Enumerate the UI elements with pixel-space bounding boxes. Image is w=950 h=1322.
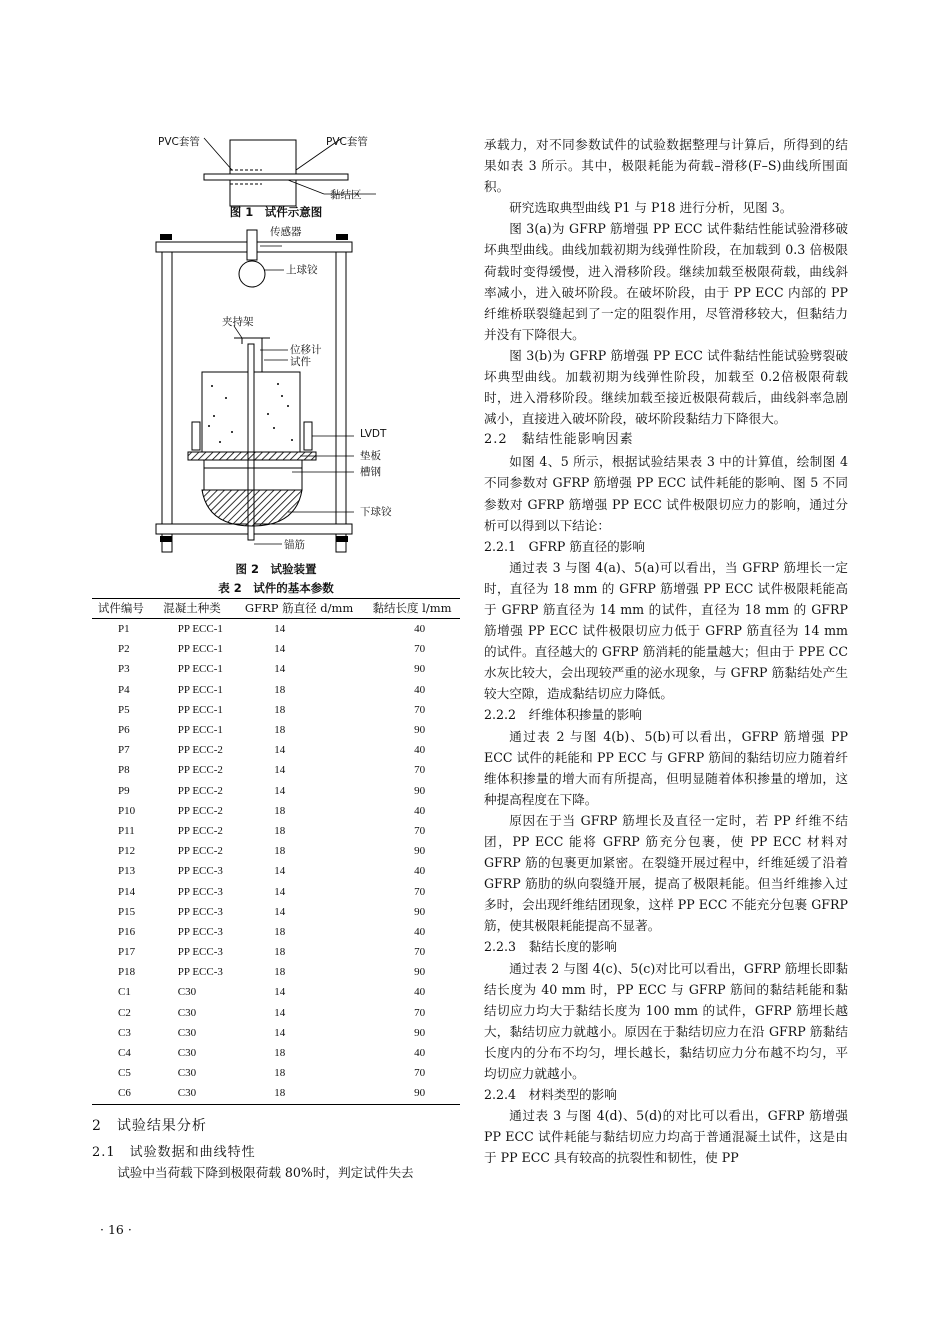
cell-concrete: PP ECC-1 bbox=[177, 643, 223, 656]
cell-concrete: PP ECC-3 bbox=[177, 905, 223, 918]
figure-1-diagram bbox=[92, 130, 460, 210]
cell-length: 70 bbox=[414, 824, 426, 837]
para-10: 通过表 3 与图 4(d)、5(d)的对比可以看出，GFRP 筋增强 PP ECC 试件耗能与黏结切应力均高于普通混凝土试件，这是由于 PP ECC 具有较高的抗裂性和韧性，使 PP bbox=[484, 1108, 848, 1166]
cell-concrete: PP ECC-2 bbox=[177, 784, 223, 797]
label-pvc-right: PVC套管 bbox=[326, 136, 368, 148]
table-row bbox=[92, 1023, 460, 1043]
cell-concrete: C30 bbox=[177, 986, 197, 999]
figure-1 bbox=[92, 130, 460, 210]
table-row bbox=[92, 881, 460, 901]
cell-diameter: 18 bbox=[274, 824, 286, 837]
table-row bbox=[92, 619, 460, 640]
cell-length: 40 bbox=[414, 1047, 426, 1060]
cell-id: P14 bbox=[118, 885, 136, 898]
cell-diameter: 18 bbox=[274, 703, 286, 716]
label-anchor: 锚筋 bbox=[284, 539, 305, 551]
cell-length: 40 bbox=[414, 925, 426, 938]
cell-length: 70 bbox=[414, 1006, 426, 1019]
cell-id: P10 bbox=[118, 804, 136, 817]
cell-id: P3 bbox=[118, 663, 130, 676]
para-2: 研究选取典型曲线 P1 与 P18 进行分析，见图 3。 bbox=[509, 200, 793, 216]
label-specimen: 试件 bbox=[290, 356, 311, 368]
cell-diameter: 14 bbox=[274, 865, 286, 878]
cell-concrete: C30 bbox=[150, 1083, 234, 1104]
table-row bbox=[92, 720, 460, 740]
cell-id: P7 bbox=[118, 744, 130, 757]
cell-id: C6 bbox=[92, 1083, 150, 1104]
cell-concrete: PP ECC-3 bbox=[177, 946, 223, 959]
table-row bbox=[92, 942, 460, 962]
cell-diameter: 18 bbox=[274, 1067, 286, 1080]
cell-length: 70 bbox=[414, 885, 426, 898]
table-row bbox=[92, 841, 460, 861]
cell-concrete: PP ECC-3 bbox=[177, 885, 223, 898]
table-row bbox=[92, 760, 460, 780]
label-lower-hinge: 下球铰 bbox=[360, 506, 392, 518]
table-row bbox=[92, 861, 460, 881]
cell-concrete: PP ECC-1 bbox=[177, 683, 223, 696]
table-row bbox=[92, 639, 460, 659]
cell-concrete: PP ECC-1 bbox=[177, 703, 223, 716]
cell-length: 40 bbox=[414, 986, 426, 999]
cell-id: P12 bbox=[118, 845, 136, 858]
cell-concrete: PP ECC-3 bbox=[177, 966, 223, 979]
header-diameter: GFRP 筋直径 d/mm bbox=[234, 599, 364, 619]
cell-length: 90 bbox=[414, 663, 426, 676]
cell-concrete: PP ECC-1 bbox=[177, 623, 223, 636]
cell-concrete: C30 bbox=[177, 1006, 197, 1019]
cell-length: 90 bbox=[414, 1026, 426, 1039]
figure-2-caption: 图 2 试验装置 bbox=[235, 562, 317, 576]
cell-diameter: 18 bbox=[274, 845, 286, 858]
cell-diameter: 14 bbox=[274, 1006, 286, 1019]
header-concrete: 混凝土种类 bbox=[150, 599, 234, 619]
cell-length: 40 bbox=[414, 623, 426, 636]
cell-length: 70 bbox=[414, 643, 426, 656]
cell-id: P4 bbox=[118, 683, 130, 696]
cell-diameter: 14 bbox=[274, 744, 286, 757]
cell-length: 70 bbox=[414, 946, 426, 959]
right-column bbox=[484, 134, 848, 1169]
cell-concrete: PP ECC-1 bbox=[177, 724, 223, 737]
para-3: 图 3(a)为 GFRP 筋增强 PP ECC 试件黏结性能试验滑移破坏典型曲线。曲线加载初期为线弹性阶段，在加载到 0.3 倍极限荷载时变得缓慢，进入滑移阶段。继续加载至极限荷载，曲线斜率减小，进入破坏阶段。在破坏阶段，由于 PP ECC 内部的 PP 纤维桥联裂缝起到了一定的阻裂作用，尽管滑移较大，但黏结力并没有下降很大。 bbox=[484, 221, 848, 342]
cell-concrete: PP ECC-3 bbox=[177, 925, 223, 938]
label-pvc-left: PVC套管 bbox=[158, 136, 200, 148]
label-channel: 槽钢 bbox=[360, 466, 381, 478]
cell-id: C5 bbox=[118, 1067, 131, 1080]
cell-diameter: 14 bbox=[274, 663, 286, 676]
cell-length: 90 bbox=[414, 905, 426, 918]
cell-concrete: PP ECC-2 bbox=[177, 744, 223, 757]
para-1: 承载力，对不同参数试件的试验数据整理与计算后，所得到的结果如表 3 所示。其中，极限耗能为荷载–滑移(F–S)曲线所围面积。 bbox=[484, 137, 848, 195]
cell-id: P17 bbox=[118, 946, 136, 959]
header-id: 试件编号 bbox=[92, 599, 150, 619]
section-2-1-heading: 2.1 试验数据和曲线特性 bbox=[92, 1144, 256, 1160]
cell-concrete: PP ECC-3 bbox=[177, 865, 223, 878]
table-header-row bbox=[92, 599, 460, 619]
header-length: 黏结长度 l/mm bbox=[364, 599, 460, 619]
figure-2-diagram bbox=[92, 226, 460, 561]
cell-length: 90 bbox=[414, 845, 426, 858]
cell-diameter: 14 bbox=[274, 1026, 286, 1039]
heading-2-2: 2.2 黏结性能影响因素 bbox=[484, 432, 634, 448]
page-number: · 16 · bbox=[100, 1222, 132, 1237]
cell-id: P11 bbox=[118, 824, 135, 837]
table-row bbox=[92, 1063, 460, 1083]
table-row bbox=[92, 982, 460, 1002]
cell-length: 90 bbox=[414, 966, 426, 979]
para-6: 通过表 3 与图 4(a)、5(a)可以看出，当 GFRP 筋埋长一定时，直径为 18 mm 的 GFRP 筋增强 PP ECC 试件极限耗能高于 GFRP 筋直径为 14 mm 的试件，直径为 18 mm 的 GFRP 筋增强 PP ECC 试件极限切应力低于 GFRP 筋直径为 14 mm 的试件。直径越大的 GFRP 筋消耗的能量越大；但由于 PPE CC 水灰比较大，会出现较严重的泌水现象，与 GFRP 筋黏结处产生较大空隙，造成黏结切应力降低。 bbox=[484, 559, 848, 702]
cell-length: 40 bbox=[414, 744, 426, 757]
section-2-1-para: 试验中当荷载下降到极限荷载 80%时，判定试件失去 bbox=[117, 1164, 414, 1180]
cell-diameter: 14 bbox=[274, 885, 286, 898]
cell-diameter: 18 bbox=[274, 966, 286, 979]
cell-concrete: PP ECC-2 bbox=[177, 804, 223, 817]
cell-diameter: 18 bbox=[274, 925, 286, 938]
cell-diameter: 14 bbox=[274, 905, 286, 918]
table-row bbox=[92, 740, 460, 760]
cell-diameter: 18 bbox=[234, 1083, 364, 1104]
params-table bbox=[92, 598, 460, 1105]
cell-length: 40 bbox=[414, 804, 426, 817]
table-row bbox=[92, 1003, 460, 1023]
cell-id: P1 bbox=[118, 623, 130, 636]
para-7: 通过表 2 与图 4(b)、5(b)可以看出，GFRP 筋增强 PP ECC 试件的耗能和 PP ECC 与 GFRP 筋间的黏结切应力随着纤维体积掺量的增大而有所提高，但明显随着体积掺量的增加，这种提高程度在下降。 bbox=[484, 728, 848, 807]
cell-id: P6 bbox=[118, 724, 130, 737]
cell-concrete: PP ECC-1 bbox=[177, 663, 223, 676]
cell-length: 40 bbox=[414, 865, 426, 878]
table-row bbox=[92, 659, 460, 679]
cell-diameter: 18 bbox=[274, 683, 286, 696]
table-title: 表 2 试件的基本参数 bbox=[218, 581, 334, 595]
label-bond-zone: 黏结区 bbox=[330, 189, 362, 201]
cell-id: C4 bbox=[118, 1047, 131, 1060]
figure-2 bbox=[92, 226, 460, 561]
cell-id: P9 bbox=[118, 784, 130, 797]
cell-id: C2 bbox=[118, 1006, 131, 1019]
cell-diameter: 18 bbox=[274, 1047, 286, 1060]
heading-2-2-1: 2.2.1 GFRP 筋直径的影响 bbox=[484, 538, 645, 554]
label-pad: 垫板 bbox=[360, 450, 381, 462]
cell-length: 90 bbox=[364, 1083, 460, 1104]
para-4: 图 3(b)为 GFRP 筋增强 PP ECC 试件黏结性能试验劈裂破坏典型曲线。加载初期为线弹性阶段，加载至 0.2倍极限荷载时，进入滑移阶段。继续加载至接近极限荷载后，曲线斜率急剧减小，直接进入破坏阶段，破坏阶段黏结力下降很大。 bbox=[484, 347, 848, 427]
table-body bbox=[92, 619, 460, 1105]
label-sensor: 传感器 bbox=[270, 226, 302, 238]
para-5: 如图 4、5 所示，根据试验结果表 3 中的计算值，绘制图 4 不同参数对 GFRP 筋增强 PP ECC 试件耗能的影响、图 5 不同参数对 GFRP 筋增强 PP ECC 试件极限切应力的影响，通过分析可以得到以下结论： bbox=[484, 454, 848, 533]
cell-id: P16 bbox=[118, 925, 136, 938]
cell-concrete: C30 bbox=[177, 1067, 197, 1080]
cell-length: 70 bbox=[414, 703, 426, 716]
table-row bbox=[92, 680, 460, 700]
cell-diameter: 14 bbox=[274, 643, 286, 656]
cell-concrete: PP ECC-2 bbox=[177, 824, 223, 837]
cell-diameter: 18 bbox=[274, 946, 286, 959]
figure-1-caption: 图 1 试件示意图 bbox=[229, 205, 323, 219]
cell-diameter: 18 bbox=[274, 724, 286, 737]
cell-id: P5 bbox=[118, 703, 130, 716]
table-row bbox=[92, 962, 460, 982]
cell-id: P18 bbox=[118, 966, 136, 979]
left-column bbox=[92, 130, 460, 1183]
table-row bbox=[92, 922, 460, 942]
heading-2-2-2: 2.2.2 纤维体积掺量的影响 bbox=[484, 707, 642, 723]
cell-id: P8 bbox=[118, 764, 130, 777]
cell-id: P2 bbox=[118, 643, 130, 656]
cell-concrete: PP ECC-2 bbox=[177, 845, 223, 858]
heading-2-2-3: 2.2.3 黏结长度的影响 bbox=[484, 939, 617, 955]
cell-length: 90 bbox=[414, 724, 426, 737]
table-row bbox=[92, 781, 460, 801]
label-lvdt: LVDT bbox=[360, 428, 387, 440]
heading-2-2-4: 2.2.4 材料类型的影响 bbox=[484, 1087, 617, 1103]
table-row bbox=[92, 821, 460, 841]
table-row bbox=[92, 1083, 460, 1104]
table-row bbox=[92, 902, 460, 922]
cell-length: 40 bbox=[414, 683, 426, 696]
cell-diameter: 14 bbox=[274, 764, 286, 777]
table-row bbox=[92, 1043, 460, 1063]
cell-concrete: C30 bbox=[177, 1026, 197, 1039]
table-row bbox=[92, 801, 460, 821]
cell-id: C1 bbox=[118, 986, 131, 999]
cell-id: P13 bbox=[118, 865, 136, 878]
label-upper-hinge: 上球铰 bbox=[286, 264, 318, 276]
table-row bbox=[92, 700, 460, 720]
cell-diameter: 18 bbox=[274, 804, 286, 817]
para-9: 通过表 2 与图 4(c)、5(c)对比可以看出，GFRP 筋埋长即黏结长度为 40 mm 时，PP ECC 与 GFRP 筋间的黏结耗能和黏结切应力均大于黏结长度为 100 mm 的试件，GFRP 筋埋长越大，黏结切应力就越小。原因在于黏结切应力在沿 GFRP 筋黏结长度内的分布不均匀，埋长越长，黏结切应力分布越不均匀，平均切应力就越小。 bbox=[484, 960, 848, 1082]
cell-diameter: 14 bbox=[274, 623, 286, 636]
label-displacement: 位移计 bbox=[290, 344, 322, 356]
cell-length: 90 bbox=[414, 784, 426, 797]
cell-diameter: 14 bbox=[274, 986, 286, 999]
cell-id: P15 bbox=[118, 905, 136, 918]
cell-concrete: PP ECC-2 bbox=[177, 764, 223, 777]
section-2-heading: 2 试验结果分析 bbox=[92, 1117, 207, 1134]
cell-length: 70 bbox=[414, 764, 426, 777]
cell-length: 70 bbox=[414, 1067, 426, 1080]
label-clamp: 夹持架 bbox=[222, 316, 254, 328]
cell-concrete: C30 bbox=[177, 1047, 197, 1060]
cell-diameter: 14 bbox=[274, 784, 286, 797]
para-8: 原因在于当 GFRP 筋埋长及直径一定时，若 PP 纤维不结团，PP ECC 能将 GFRP 筋充分包裹，使 PP ECC 材料对 GFRP 筋的包裹更加紧密。在裂缝开展过程中，纤维延缓了沿着 GFRP 筋肋的纵向裂缝开展，提高了极限耗能。但当纤维掺入过多时，会出现纤维结团现象，这样 PP ECC 不能充分包裹 GFRP 筋，使其极限耗能提高不显著。 bbox=[484, 812, 848, 934]
cell-id: C3 bbox=[118, 1026, 131, 1039]
